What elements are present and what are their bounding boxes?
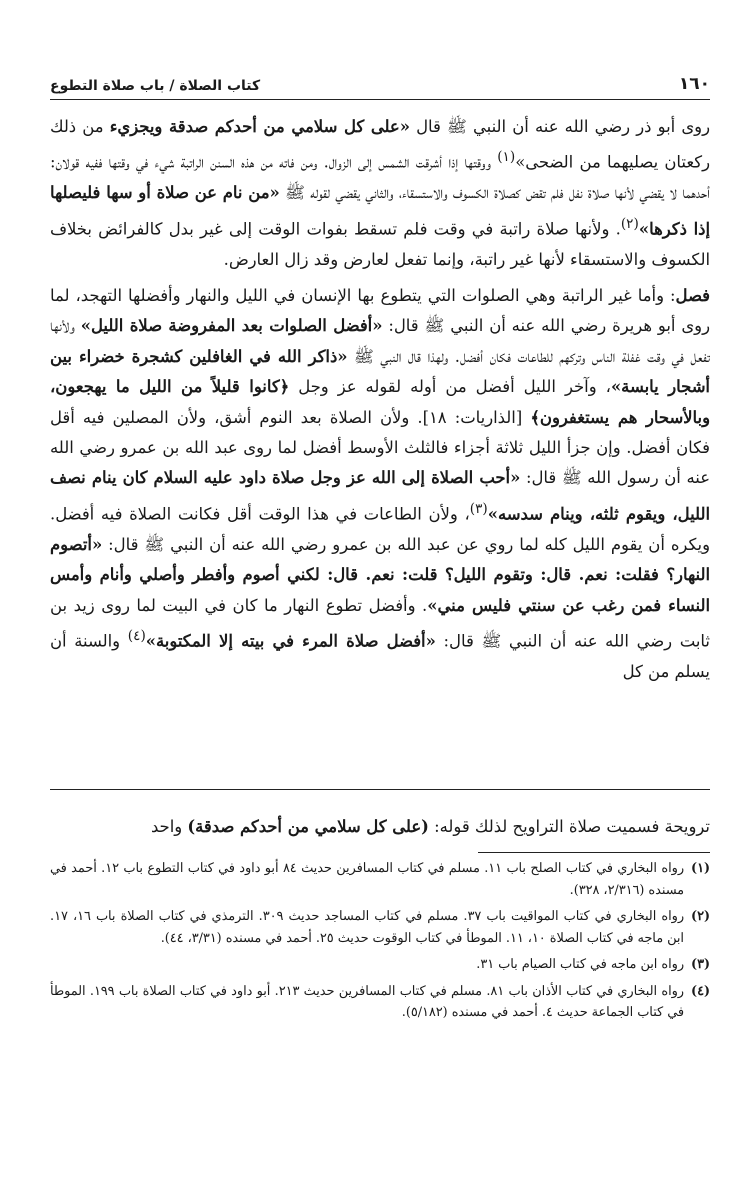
running-title: كتاب الصلاة / باب صلاة التطوع (50, 78, 261, 94)
footnote-text: رواه البخاري في كتاب الأذان باب ٨١. مسلم في كتاب المسافرين حديث ٢١٣. أبو داود في كتاب الصلاة باب ١٩٩. الموطأ في كتاب الجماعة حديث ٤. أحمد في مسنده (٥/١٨٢). (50, 983, 684, 1020)
footnote-text: رواه ابن ماجه في كتاب الصيام باب ٣١. (476, 957, 684, 972)
text-run: ولأنها تفعل في وقت غفلة الناس وتركهم للطاعات فكان أفضل. ولهذا قال النبي ﷺ (50, 316, 710, 366)
text-run: ووقتها إذا أشرقت الشمس إلى الزوال. ومن فاته من هذه السنن الراتبة شيء في وقتها ففيه قولان: أحدهما لا يقضي لأنها صلاة نفل فلم تقض كصلاة الكسوف والاستسقاء، والثاني يقضي لقوله ﷺ (50, 152, 710, 203)
footnote-ref-1: (١) (497, 149, 516, 166)
footnote-ref-2: (٢) (620, 215, 639, 232)
text-run: واحد (150, 817, 188, 836)
text-run: ، ولأن الطاعات في هذا الوقت أقل فكانت الصلاة فيه أفضل. ويكره أن يقوم الليل كله لما روي عن عبد الله بن عمرو رضي الله عنه أن النبي ﷺ قال: (50, 504, 710, 554)
text-run: والسنة أن يسلم من كل (50, 631, 710, 681)
page-header (50, 66, 710, 94)
hadith-quote: «أفضل الصلوات بعد المفروضة صلاة الليل» (80, 316, 383, 336)
hadith-quote: «أتصوم النهار؟ فقلت: نعم. قال: وتقوم الليل؟ قلت: نعم. قال: لكني أصوم وأفطر وأصلي وأنام وأمس النساء فمن رغب عن سنتي فليس مني» (50, 534, 710, 615)
footnote-item (50, 981, 710, 1024)
footnote-ref-3: (٣) (469, 500, 488, 517)
main-text (50, 112, 710, 784)
footnote-item (50, 906, 710, 949)
paragraph-1 (50, 112, 710, 275)
text-run: ترويحة فسميت صلاة التراويح لذلك قوله: (428, 817, 710, 836)
hadith-quote: «على كل سلامي من أحدكم صدقة ويجزيء (109, 117, 410, 136)
text-run: ، وآخر الليل أفضل من أوله لقوله عز وجل (289, 377, 611, 397)
hadith-quote: «أفضل صلاة المرء في بيته إلا المكتوبة» (145, 631, 436, 651)
text-run: روى أبو ذر رضي الله عنه أن النبي ﷺ قال (409, 117, 710, 136)
footnote-item (50, 954, 710, 976)
footnote-number: (١) (691, 861, 710, 876)
page-number: ١٦٠ (678, 74, 710, 94)
paragraph-2 (50, 281, 710, 687)
footnotes (50, 858, 710, 1078)
text-run: من ذلك ركعتان يصليهما من الضحى» (50, 117, 710, 172)
footnote-rule (478, 852, 710, 853)
commentary-text (50, 812, 710, 842)
text-run: . وأفضل تطوع النهار ما كان في البيت لما روى زيد بن ثابت رضي الله عنه أن النبي ﷺ قال: (50, 595, 710, 651)
header-rule (50, 99, 710, 100)
text-run: . ولأنها صلاة راتبة في وقت فلم تسقط بفوات الوقت إلى غير بدل كالفرائض بخلاف الكسوف والاستسقاء لأنها غير راتبة، وإنما تفعل لعارض وقد زال العارض. (50, 219, 710, 269)
text-run: : وأما غير الراتبة وهي الصلوات التي يتطوع بها الإنسان في الليل والنهار وأفضلها التهجد، لما روى أبو هريرة رضي الله عنه أن النبي ﷺ قال: (50, 285, 710, 336)
footnote-ref-4: (٤) (127, 627, 146, 644)
footnote-text: رواه البخاري في كتاب المواقيت باب ٣٧. مسلم في كتاب المساجد حديث ٣٠٩. الترمذي في كتاب الصلاة باب ١٦، ١٧. ابن ماجه في كتاب الصلاة ١٠، ١١. الموطأ في كتاب الوقوت حديث ٢٥. أحمد في مسنده (٣/٣١، ٤٤). (50, 909, 685, 946)
hadith-quote: «من نام عن صلاة أو سها فليصلها إذا ذكرها» (50, 183, 710, 239)
hadith-quote: «ذاكر الله في الغافلين كشجرة خضراء بين أشجار يابسة» (50, 346, 710, 397)
commentary-rule (50, 789, 710, 790)
quran-quote: ﴿كانوا قليلاً من الليل ما يهجعون، وبالأسحار هم يستغفرون﴾ (50, 377, 710, 427)
footnote-number: (٣) (691, 957, 710, 972)
footnote-text: رواه البخاري في كتاب الصلح باب ١١. مسلم في كتاب المسافرين حديث ٨٤ أبو داود في كتاب التطوع باب ١٢. أحمد في مسنده (٢/٣١٦، ٣٢٨). (50, 861, 684, 898)
hadith-quote: «أحب الصلاة إلى الله عز وجل صلاة داود عليه السلام كان ينام نصف الليل، ويقوم ثلثه، وينام سدسه» (50, 468, 710, 524)
commentary-quote: (على كل سلامي من أحدكم صدقة) (187, 817, 429, 836)
footnote-number: (٢) (691, 909, 710, 924)
footnote-number: (٤) (691, 983, 710, 999)
text-run: [الذاريات: ١٨]. ولأن الصلاة بعد النوم أشق، ولأن المصلين فيه أقل فكان أفضل. وإن جزأ الليل ثلاثة أجزاء فالثلث الأوسط أفضل لما روى عبد الله بن عمرو رضي الله عنه أن رسول الله ﷺ قال: (50, 407, 710, 488)
footnote-item (50, 858, 710, 901)
section-marker: فصل (675, 285, 710, 305)
